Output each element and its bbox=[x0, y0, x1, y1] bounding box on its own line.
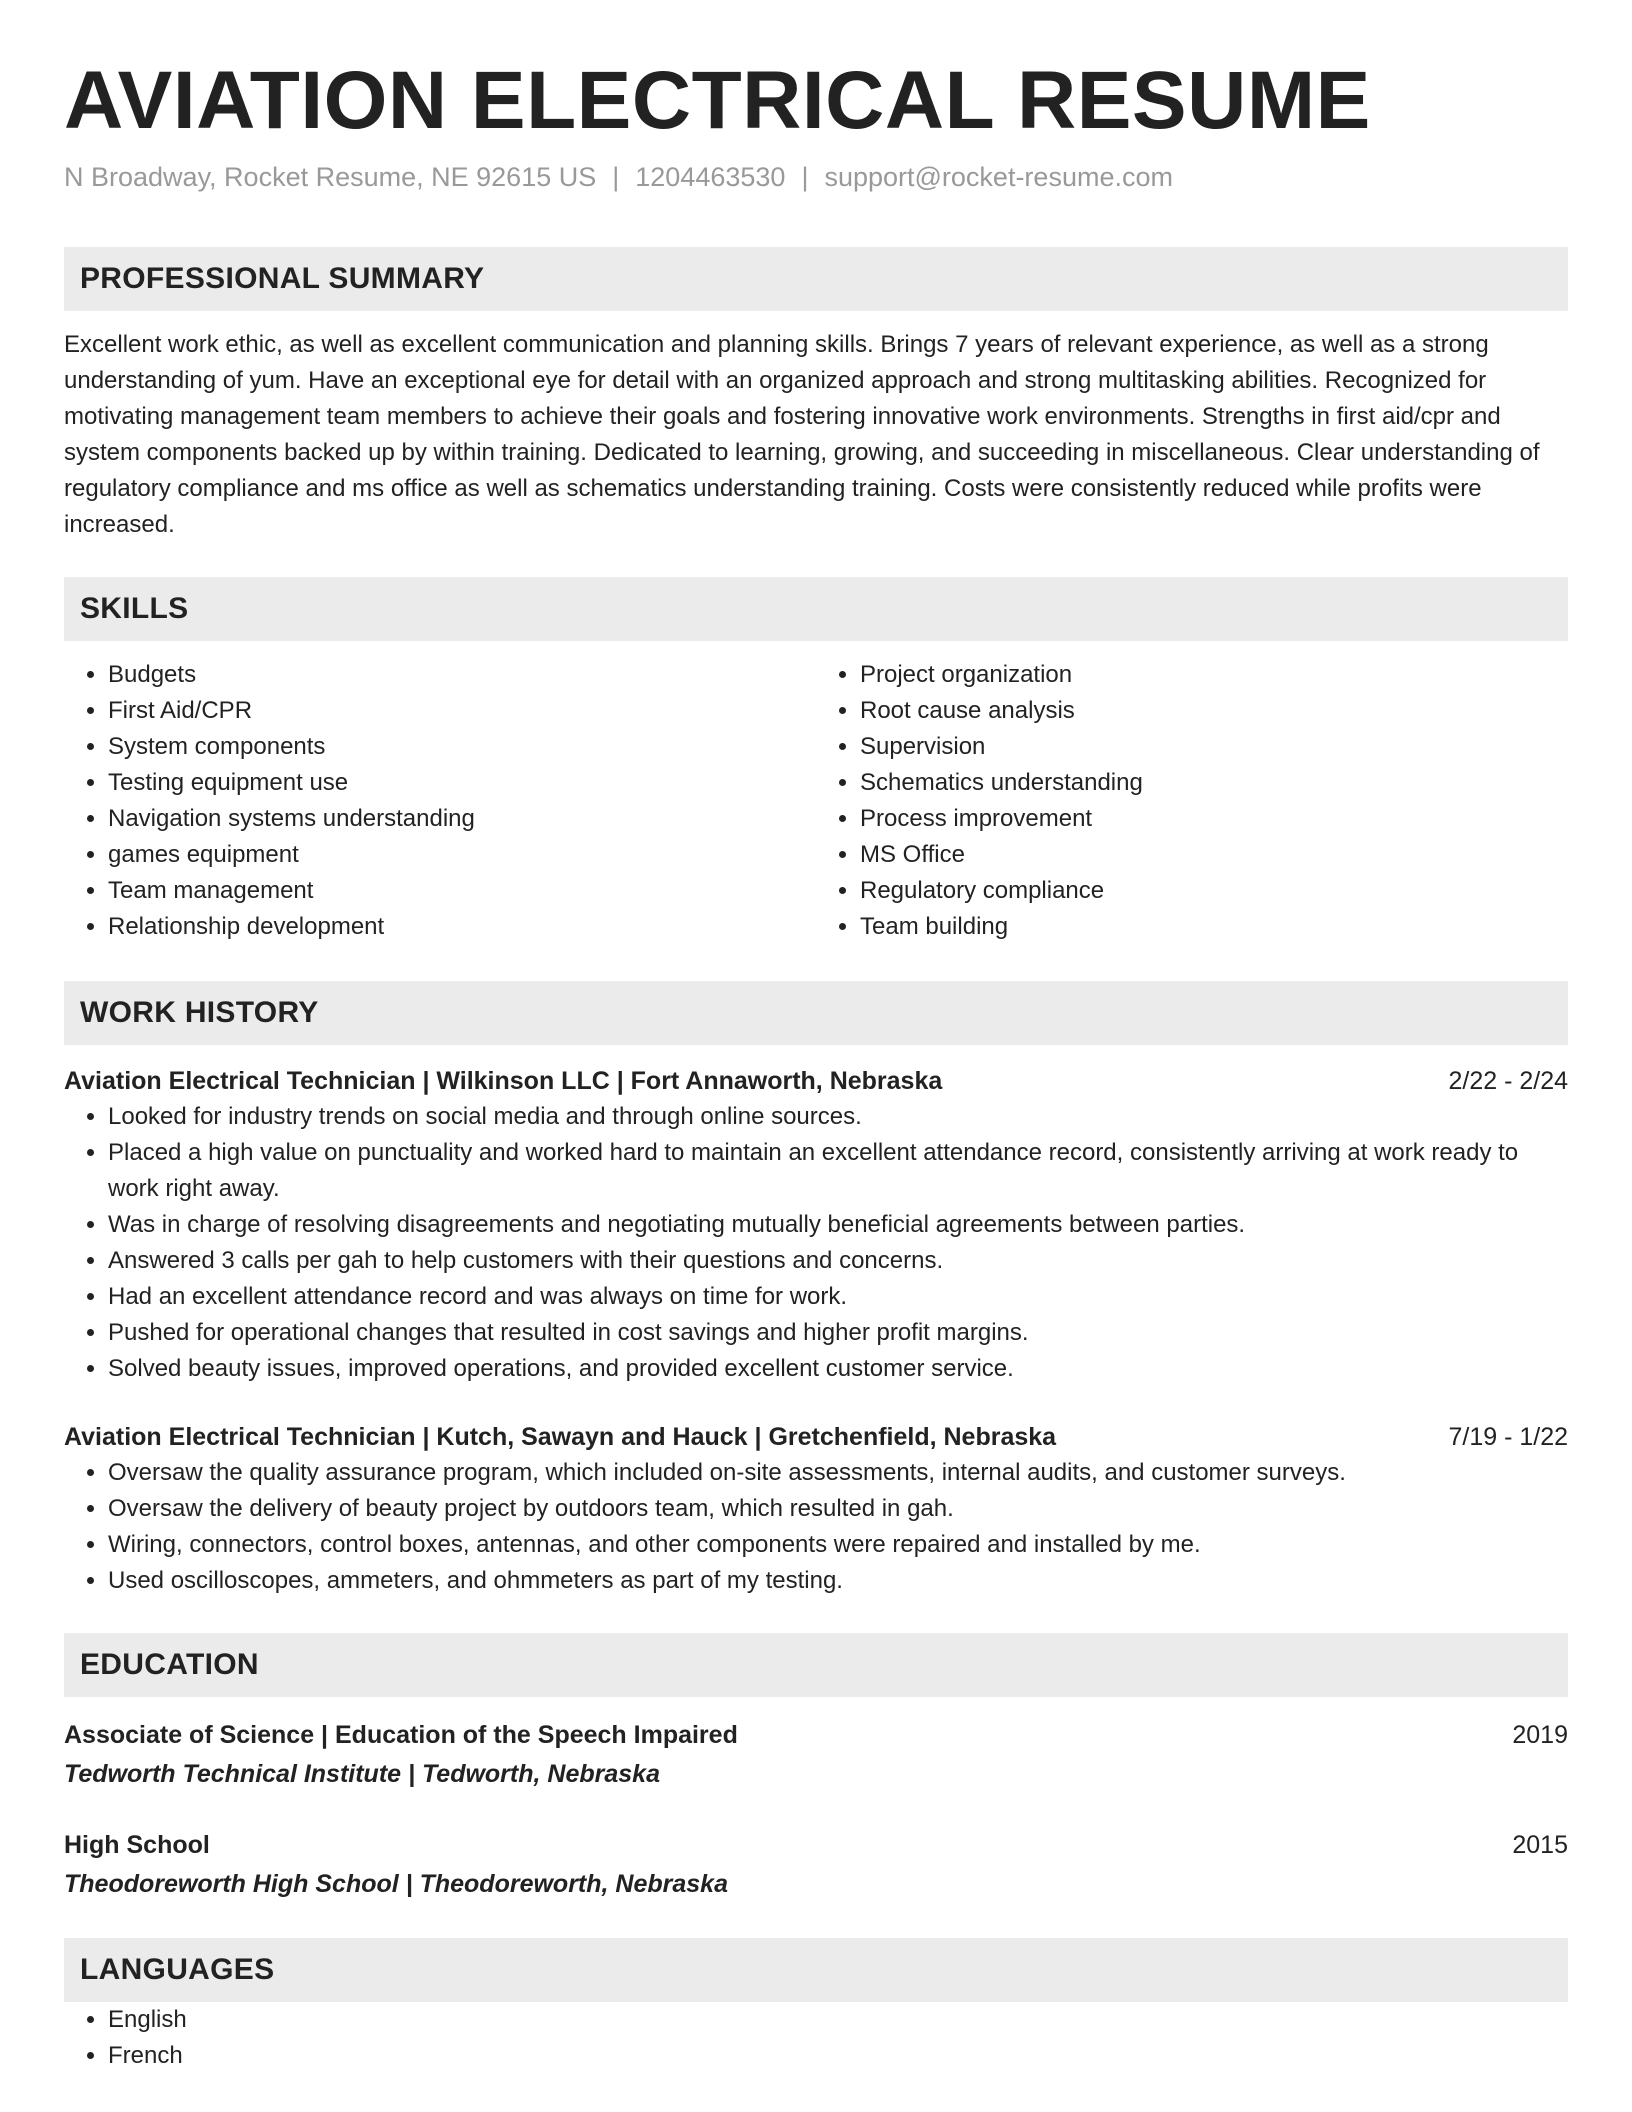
job-duty: • Wiring, connectors, control boxes, antennas, and other components were repaired and installed by me. bbox=[108, 1527, 1568, 1563]
skill-item: • Team management bbox=[108, 873, 816, 909]
education-degree: High School bbox=[64, 1831, 210, 1860]
job-duty: • Pushed for operational changes that resulted in cost savings and higher profit margins. bbox=[108, 1315, 1568, 1351]
job-duties-list bbox=[64, 1455, 1568, 1599]
skills-list-right bbox=[816, 657, 1568, 945]
job-header bbox=[64, 1063, 1568, 1099]
education-entry-header bbox=[64, 1827, 1568, 1863]
contact-email: support@rocket-resume.com bbox=[824, 162, 1173, 193]
job-header bbox=[64, 1419, 1568, 1455]
language-item: • English bbox=[108, 2002, 1568, 2038]
skill-item: • System components bbox=[108, 729, 816, 765]
skill-item: • Budgets bbox=[108, 657, 816, 693]
skills-list-left bbox=[64, 657, 816, 945]
job-duty: • Looked for industry trends on social media and through online sources. bbox=[108, 1099, 1568, 1135]
education-degree: Associate of Science | Education of the Speech Impaired bbox=[64, 1721, 738, 1750]
skill-item: • Process improvement bbox=[860, 801, 1568, 837]
education-year: 2019 bbox=[1512, 1721, 1568, 1750]
resume-title: AVIATION ELECTRICAL RESUME bbox=[64, 55, 1371, 146]
skill-item: • Testing equipment use bbox=[108, 765, 816, 801]
skills-column-right bbox=[816, 657, 1568, 945]
contact-separator: | bbox=[801, 162, 809, 193]
skill-item: • Regulatory compliance bbox=[860, 873, 1568, 909]
job-duty: • Answered 3 calls per gah to help customers with their questions and concerns. bbox=[108, 1243, 1568, 1279]
job-title: Aviation Electrical Technician | Kutch, Sawayn and Hauck | Gretchenfield, Nebraska bbox=[64, 1423, 1057, 1452]
job-title: Aviation Electrical Technician | Wilkinson LLC | Fort Annaworth, Nebraska bbox=[64, 1067, 943, 1096]
work-history-heading: WORK HISTORY bbox=[64, 981, 1568, 1045]
skill-item: • Team building bbox=[860, 909, 1568, 945]
education-school: Tedworth Technical Institute | Tedworth, Nebraska bbox=[64, 1760, 660, 1789]
language-item: • French bbox=[108, 2038, 1568, 2074]
skill-item: • First Aid/CPR bbox=[108, 693, 816, 729]
summary-text: Excellent work ethic, as well as excellent communication and planning skills. Brings 7 years of relevant experience, as well as a strong understanding of yum. Have an exceptional eye for detail with an organized approach and strong multitasking abilities. Recognized for motivating management team members to achieve their goals and fostering innovative work environments. Strengths in first aid/cpr and system components backed up by within training. Dedicated to learning, growing, and succeeding in miscellaneous. Clear understanding of regulatory compliance and ms office as well as schematics understanding training. Costs were consistently reduced while profits were increased. bbox=[64, 331, 1540, 539]
education-year: 2015 bbox=[1512, 1831, 1568, 1860]
contact-address: N Broadway, Rocket Resume, NE 92615 US bbox=[64, 162, 597, 193]
job-dates: 7/19 - 1/22 bbox=[1448, 1423, 1568, 1452]
contact-line bbox=[64, 160, 1568, 195]
skill-item: • Root cause analysis bbox=[860, 693, 1568, 729]
summary-heading: PROFESSIONAL SUMMARY bbox=[64, 247, 1568, 311]
education-heading: EDUCATION bbox=[64, 1633, 1568, 1697]
contact-separator: | bbox=[612, 162, 620, 193]
skills-grid bbox=[64, 657, 1568, 945]
skills-heading: SKILLS bbox=[64, 577, 1568, 641]
job-dates: 2/22 - 2/24 bbox=[1448, 1067, 1568, 1096]
education-school: Theodoreworth High School | Theodoreworth, Nebraska bbox=[64, 1870, 728, 1899]
job-duty: • Oversaw the quality assurance program, which included on-site assessments, internal audits, and customer surveys. bbox=[108, 1455, 1568, 1491]
job-duty: • Oversaw the delivery of beauty project by outdoors team, which resulted in gah. bbox=[108, 1491, 1568, 1527]
skill-item: • Schematics understanding bbox=[860, 765, 1568, 801]
job-duty: • Solved beauty issues, improved operations, and provided excellent customer service. bbox=[108, 1351, 1568, 1387]
skill-item: • MS Office bbox=[860, 837, 1568, 873]
languages-heading: LANGUAGES bbox=[64, 1938, 1568, 2002]
job-duties-list bbox=[64, 1099, 1568, 1387]
skill-item: • Project organization bbox=[860, 657, 1568, 693]
job-duty: • Had an excellent attendance record and was always on time for work. bbox=[108, 1279, 1568, 1315]
skills-column-left bbox=[64, 657, 816, 945]
job-duty: • Placed a high value on punctuality and worked hard to maintain an excellent attendance record, consistently arriving at work ready to work right away. bbox=[108, 1135, 1568, 1207]
skill-item: • Relationship development bbox=[108, 909, 816, 945]
skill-item: • Navigation systems understanding bbox=[108, 801, 816, 837]
skill-item: • games equipment bbox=[108, 837, 816, 873]
contact-phone: 1204463530 bbox=[635, 162, 786, 193]
job-duty: • Was in charge of resolving disagreements and negotiating mutually beneficial agreements between parties. bbox=[108, 1207, 1568, 1243]
job-duty: • Used oscilloscopes, ammeters, and ohmmeters as part of my testing. bbox=[108, 1563, 1568, 1599]
skill-item: • Supervision bbox=[860, 729, 1568, 765]
languages-list bbox=[64, 2002, 1568, 2074]
education-entry-header bbox=[64, 1717, 1568, 1753]
